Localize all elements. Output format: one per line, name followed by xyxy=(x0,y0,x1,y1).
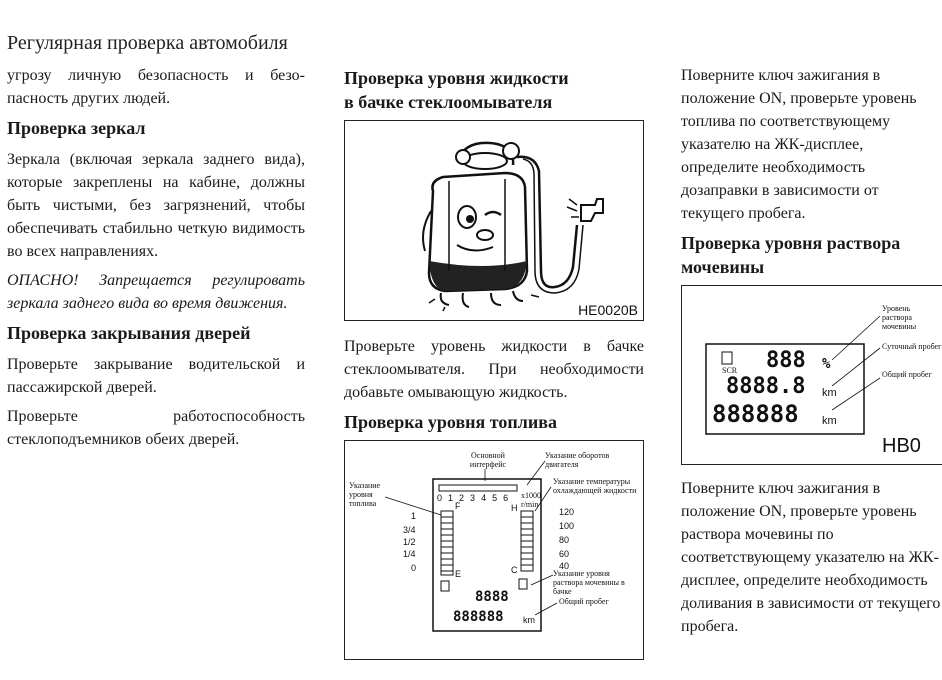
windows-paragraph: Проверьте работоспособность стеклоподъемников обеих дверей. xyxy=(7,408,305,448)
lcd-odometer-digits: 888888 xyxy=(453,609,504,625)
label-main-interface: Основной интерфейс xyxy=(469,451,507,469)
label-urea-level: Уровень раствора мочевины xyxy=(882,304,917,331)
fuel-tick: 3/4 xyxy=(403,525,416,535)
middle-column xyxy=(344,64,644,660)
urea-heading-line1: Проверка уровня раствора xyxy=(681,233,901,253)
label-trip: Суточный пробег xyxy=(882,342,942,351)
fuel-f-mark: F xyxy=(455,501,461,511)
urea-paragraph: Поверните ключ зажигания в положение ON, проверьте уровень раствора мочевины по соответствующему указателю на ЖК-дисплее, определите необходимость доливания в зависимости от текущего пробега. xyxy=(681,480,941,635)
fuel-e-mark: E xyxy=(455,569,462,579)
odo-unit: km xyxy=(822,415,837,427)
lcd-small-digits: 8888 xyxy=(475,589,509,605)
fuel-figure xyxy=(344,440,644,660)
label-coolant-temp: Указание температуры охлаждающей жидкости xyxy=(553,477,637,495)
fuel-tick: 1 xyxy=(411,511,417,521)
temp-tick: 80 xyxy=(559,535,570,545)
label-urea-level: Указание уровня раствора мочевины в бачке xyxy=(553,569,625,596)
fuel-tick: 1/4 xyxy=(403,549,416,559)
urea-figure xyxy=(681,285,942,465)
temp-tick: 60 xyxy=(559,549,570,559)
rpm-tick: 2 xyxy=(459,493,471,503)
doors-heading: Проверка закрывания дверей xyxy=(7,323,251,343)
rpm-tick: 1 xyxy=(448,493,460,503)
label-odometer: Общий пробег xyxy=(559,597,609,606)
rpm-tick: 6 xyxy=(503,493,515,503)
fuel-tick: 1/2 xyxy=(403,537,416,547)
mirrors-paragraph: Зеркала (включая зеркала заднего вида), которые закреплены на кабине, должны быть чистыми, без загрязнений, чтобы обеспечивать стабильно четкую видимость во всех направлениях. xyxy=(7,151,305,260)
temp-c-mark: C xyxy=(511,565,518,575)
rpm-bar xyxy=(439,485,517,491)
urea-heading xyxy=(681,231,941,279)
urea-percent-unit: % xyxy=(822,356,831,372)
temp-tick: 120 xyxy=(559,507,575,517)
temp-tick: 100 xyxy=(559,521,575,531)
label-fuel-level: Указание уровня топлива xyxy=(349,481,381,508)
intro-paragraph: угрозу личную безопасность и безопасность других людей. xyxy=(7,67,305,107)
temp-tick: 40 xyxy=(559,561,570,571)
urea-figure-code: HB0 xyxy=(882,435,921,457)
washer-figure xyxy=(344,120,644,321)
urea-percent-digits: 888 xyxy=(766,348,806,373)
doors-paragraph: Проверьте закрывание водительской и пассажирской дверей. xyxy=(7,356,305,396)
rpm-unit: x1000 r/min xyxy=(521,491,541,509)
washer-heading-line2: в бачке стеклоомывателя xyxy=(344,92,553,112)
rpm-tick: 3 xyxy=(470,493,482,503)
washer-paragraph: Проверьте уровень жидкости в бачке стеклоомывателя. При необходимости добавьте омывающую жидкость. xyxy=(344,338,644,401)
page-title: Регулярная проверка автомобиля xyxy=(7,32,288,54)
fuel-key-paragraph: Поверните ключ зажигания в положение ON, проверьте уровень топлива по соответствующему указателю на ЖК-дисплее, определите необходимость дозаправки в зависимости от текущего пробега. xyxy=(681,67,917,222)
scr-label: SCR xyxy=(722,366,738,375)
trip-digits: 8888.8 xyxy=(726,374,806,399)
rpm-tick: 5 xyxy=(492,493,504,503)
label-total-mileage: Общий пробег xyxy=(882,370,932,379)
mirrors-warning: ОПАСНО! Запрещается регулировать зеркала заднего вида во время движения. xyxy=(7,272,305,312)
trip-unit: km xyxy=(822,387,837,399)
washer-tank-illustration xyxy=(345,121,643,320)
urea-heading-line2: мочевины xyxy=(681,257,765,277)
rpm-tick: 0 xyxy=(437,493,449,503)
rpm-ticks xyxy=(437,493,514,503)
lcd-km-unit: km xyxy=(523,615,535,625)
label-rpm: Указание оборотов двигателя xyxy=(545,451,610,469)
temp-h-mark: H xyxy=(511,503,518,513)
fuel-tick: 0 xyxy=(411,563,417,573)
washer-heading xyxy=(344,66,644,114)
cluster-lcd-diagram xyxy=(345,441,643,659)
left-column xyxy=(7,64,305,457)
mirrors-heading: Проверка зеркал xyxy=(7,118,146,138)
washer-figure-code: HE0020B xyxy=(578,302,638,318)
right-column xyxy=(681,64,941,644)
odo-digits: 888888 xyxy=(712,400,799,428)
rpm-tick: 4 xyxy=(481,493,493,503)
fuel-heading: Проверка уровня топлива xyxy=(344,412,557,432)
washer-heading-line1: Проверка уровня жидкости xyxy=(344,68,569,88)
